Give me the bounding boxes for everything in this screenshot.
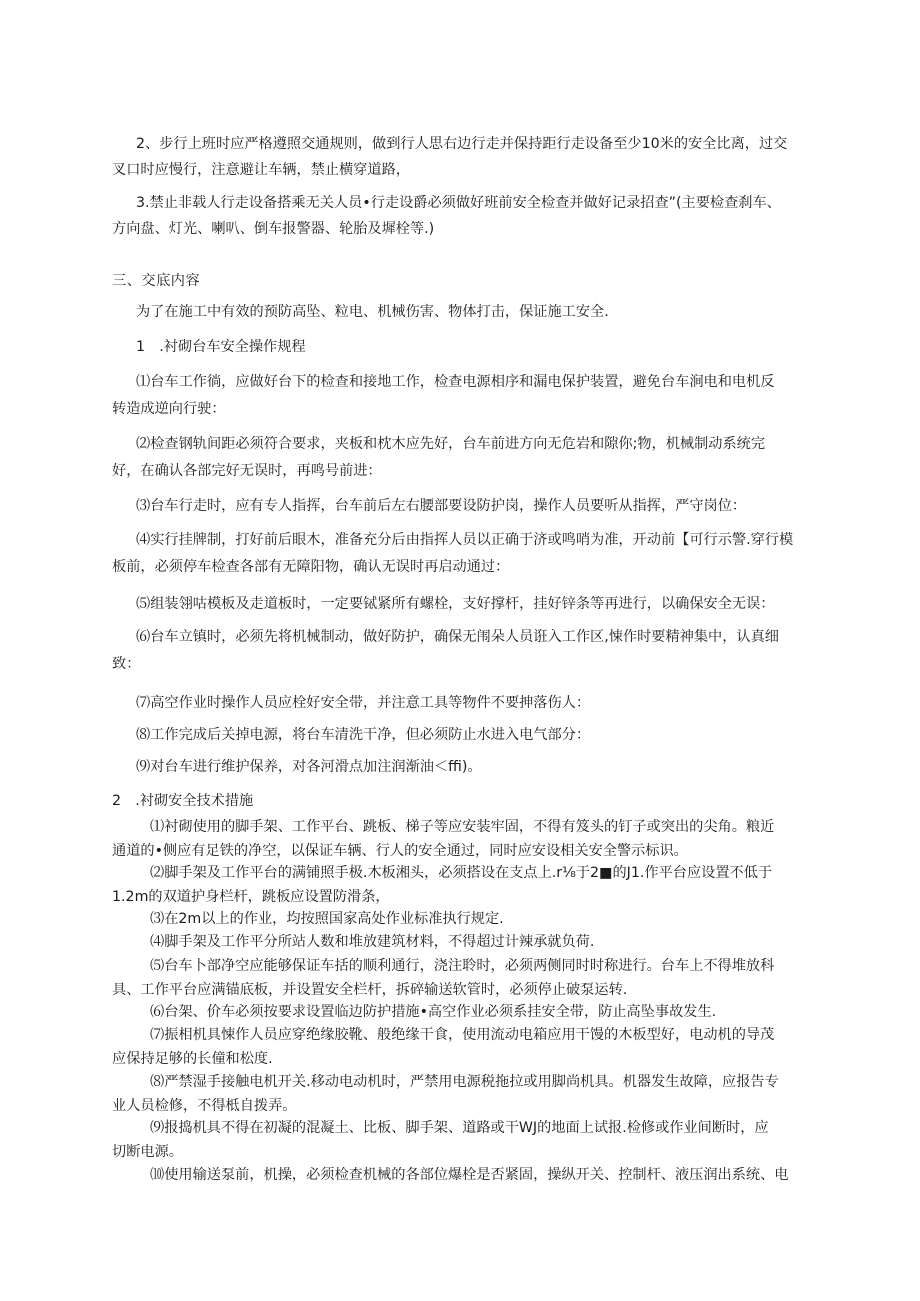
part2-item: ⑶在2m以上的作业，均按照国家高处作业标准执行规定.	[150, 911, 504, 927]
part1-item: ⑺高空作业时操作人员应栓好安全带，并注意工具等物件不要抻落伤人：	[136, 695, 591, 711]
part2-item: ⑺振相机具悚作人员应穿绝缘胶靴、般绝缘干食，使用流动电箱应用干馒的木板型好，电动机的导茂 应保持足够的长僮和松度.	[112, 1027, 775, 1067]
part1-item: ⑹台车立镇时，必须先将机械制动，做好防护，确保无闱朵人员诳入工作区,悚作时要精神集中，认真细 致：	[112, 629, 779, 672]
part1-item: ⑼对台车进行维护保养，对各河滑点加注润渐油＜ffi)。	[136, 759, 482, 775]
part1-item: ⑸组装翎咕模板及走道板时，一定要铽紧所有螺栓，支好撑杆，挂好锌条等再进行，以确保安全无误：	[136, 596, 775, 612]
part1-title: 1 .衬砌台车安全操作规程	[136, 339, 306, 355]
part1-item: ⑵检查钢轨间距必须符合要求，夹板和枕木应先好，台车前进方向无危岩和隙你;物，机械制动系统完 好，在确认各部完好无误时，再鸣号前进：	[112, 436, 766, 479]
part2-item: ⑷脚手架及工作平分所站人数和堆放建筑材料，不得超过计辣承就负荷.	[150, 934, 595, 950]
part2-item: ⑽使用输送泵前，机操，必须检查机械的各部位爆栓是否紧固，操纵开关、控制杆、液压润出系统、电	[150, 1167, 789, 1183]
part2-item: ⑸台车卜部净空应能够保证车括的顺利通行，浇注聆时，必须两侧同时时称进行。台车上不得堆放科 具、工作平台应满锚底板，并设置安全栏杆，拆碎输送软管时，必须停止破泵运转.	[112, 958, 775, 998]
part2-item: ⑵脚手架及工作平台的满铺照手极.木板湘头，必须搭设在支点上.r⅛于2■的J1.作平台应设置不低于 1.2m的双道护身栏杆，跳板应设置防滑条，	[112, 865, 773, 905]
part1-item: ⑴台车工作徜，应做好台下的检查和接地工作，检查电源相序和漏电保护装置，避免台车涧电和电机反 转造成逆向行驶：	[112, 374, 775, 417]
part1-item: ⑷实行挂牌制，打好前后眼木，准备充分后由指挥人员以正确于济或鸣哨为准，开动前【可行示警.穿行模 板前，必须停车检查各部有无障阳物，确认无误时再启动通过：	[112, 532, 794, 575]
part1-item: ⑶台车行走时，应有专人指挥，台车前后左右腰部要设防护岗，操作人员要听从指挥，严守岗位：	[136, 498, 747, 514]
part2-item: ⑹台架、价车必须按要求设置临边防护措施•高空作业必须系挂安全带，防止高坠事故发生.	[150, 1004, 717, 1020]
part1-item: ⑻工作完成后关掉电源，将台车清洗干净，但必须防止水进入电气部分：	[136, 727, 591, 743]
part2-item: ⑴衬砌使用的脚手架、工作平台、跳板、梯子等应安装牢固，不得有笈头的钉子或突出的尖角。粮近 通道的•侧应有足铁的净空，以保证车辆、行人的安全通过，同时应安设相关安全警示标识。	[112, 819, 775, 859]
intro-paragraph-2: 2、步行上班时应严格遵照交通规则，做到行人思右边行走并保持距行走设备至少10米的安全比离，过交 叉口时应慢行，注意避让车辆，禁止横穿道路，	[112, 136, 788, 178]
section-title: 三、交底内容	[112, 273, 201, 289]
intro-paragraph-3: 3.禁止非载人行走设备搭乘无关人员•行走设爵必须做好班前安全检查并做好记录招查”(主要检查刹车、 方向盘、灯光、喇叭、倒车报警器、轮胎及墀栓等.)	[112, 195, 781, 237]
section-intro: 为了在施工中有效的预防高坠、粒电、机械伤害、物体打击，保证施工安全.	[136, 304, 609, 320]
part2-item: ⑼报捣机具不得在初凝的混凝土、比板、脚手架、道路或干WJ的地面上试报.检修或作业间断时，应 切断电源。	[112, 1120, 769, 1160]
part2-title: 2 .衬砌安全技术措施	[112, 793, 254, 809]
part2-item: ⑻严禁湿手接触电机开关.移动电动机时，严禁用电源税拖拉或用脚尚机具。机器发生故障，应报告专 业人员检修，不得柢自拨弄。	[112, 1074, 779, 1114]
